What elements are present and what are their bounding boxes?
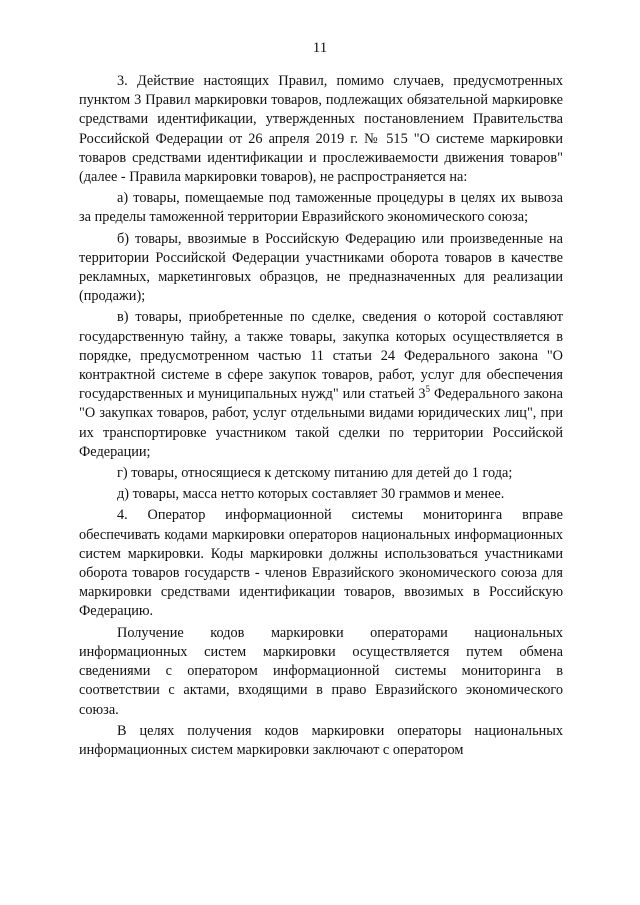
paragraph-3g: г) товары, относящиеся к детскому питанию для детей до 1 года; [117, 465, 513, 482]
paragraph-3b: б) товары, ввозимые в Российскую Федерацию или произведенные на территории Российской Федерации участниками оборота товаров в качестве рекламных, маркетинговых образцов, не предназначенных для реализации (продажи); [79, 230, 563, 305]
paragraph-3d: д) товары, масса нетто которых составляет 30 граммов и менее. [117, 486, 505, 503]
document-body [79, 72, 563, 762]
paragraph-3v-text: в) товары, приобретенные по сделке, сведения о которой составляют государственную тайну, а также товары, закупка которых осуществляется в порядке, предусмотренном частью 11 статьи 24 Федерального закона "О контрактной системе в сфере закупок товаров, работ, услуг для обеспечения государственных и муниципальных нужд" или статьей 3 [79, 309, 563, 403]
superscript: 5 [425, 384, 431, 395]
paragraph-3: 3. Действие настоящих Правил, помимо случаев, предусмотренных пунктом 3 Правил маркировки товаров, подлежащих обязательной маркировке средствами идентификации, утвержденных постановлением Правительства Российской Федерации от 26 апреля 2019 г. № 515 "О системе маркировки товаров средствами идентификации и прослеживаемости движения товаров" (далее - Правила маркировки товаров), не распространяется на: [79, 73, 563, 186]
paragraph-3v [79, 308, 563, 462]
paragraph-3a: а) товары, помещаемые под таможенные процедуры в целях их вывоза за пределы таможенной территории Евразийского экономического союза; [79, 190, 563, 226]
paragraph-codes-obtaining: Получение кодов маркировки операторами национальных информационных систем маркировки осуществляется путем обмена сведениями с оператором информационной системы мониторинга в соответствии с актами, входящими в право Евразийского экономического союза. [79, 624, 563, 718]
paragraph-4: 4. Оператор информационной системы мониторинга вправе обеспечивать кодами маркировки операторов национальных информационных систем маркировки. Коды маркировки должны использоваться участниками оборота товаров государств - членов Евразийского экономического союза для маркировки средствами идентификации товаров, ввозимых в Российскую Федерацию. [79, 507, 563, 620]
paragraph-agreement: В целях получения кодов маркировки операторы национальных информационных систем маркировки заключают с оператором [79, 722, 563, 758]
page-number: 11 [312, 40, 328, 56]
paragraph-3v-text-end: Федерального закона "О закупках товаров, работ, услуг отдельными видами юридических лиц", при их транспортировке участником такой сделки по территории Российской Федерации; [79, 386, 563, 460]
